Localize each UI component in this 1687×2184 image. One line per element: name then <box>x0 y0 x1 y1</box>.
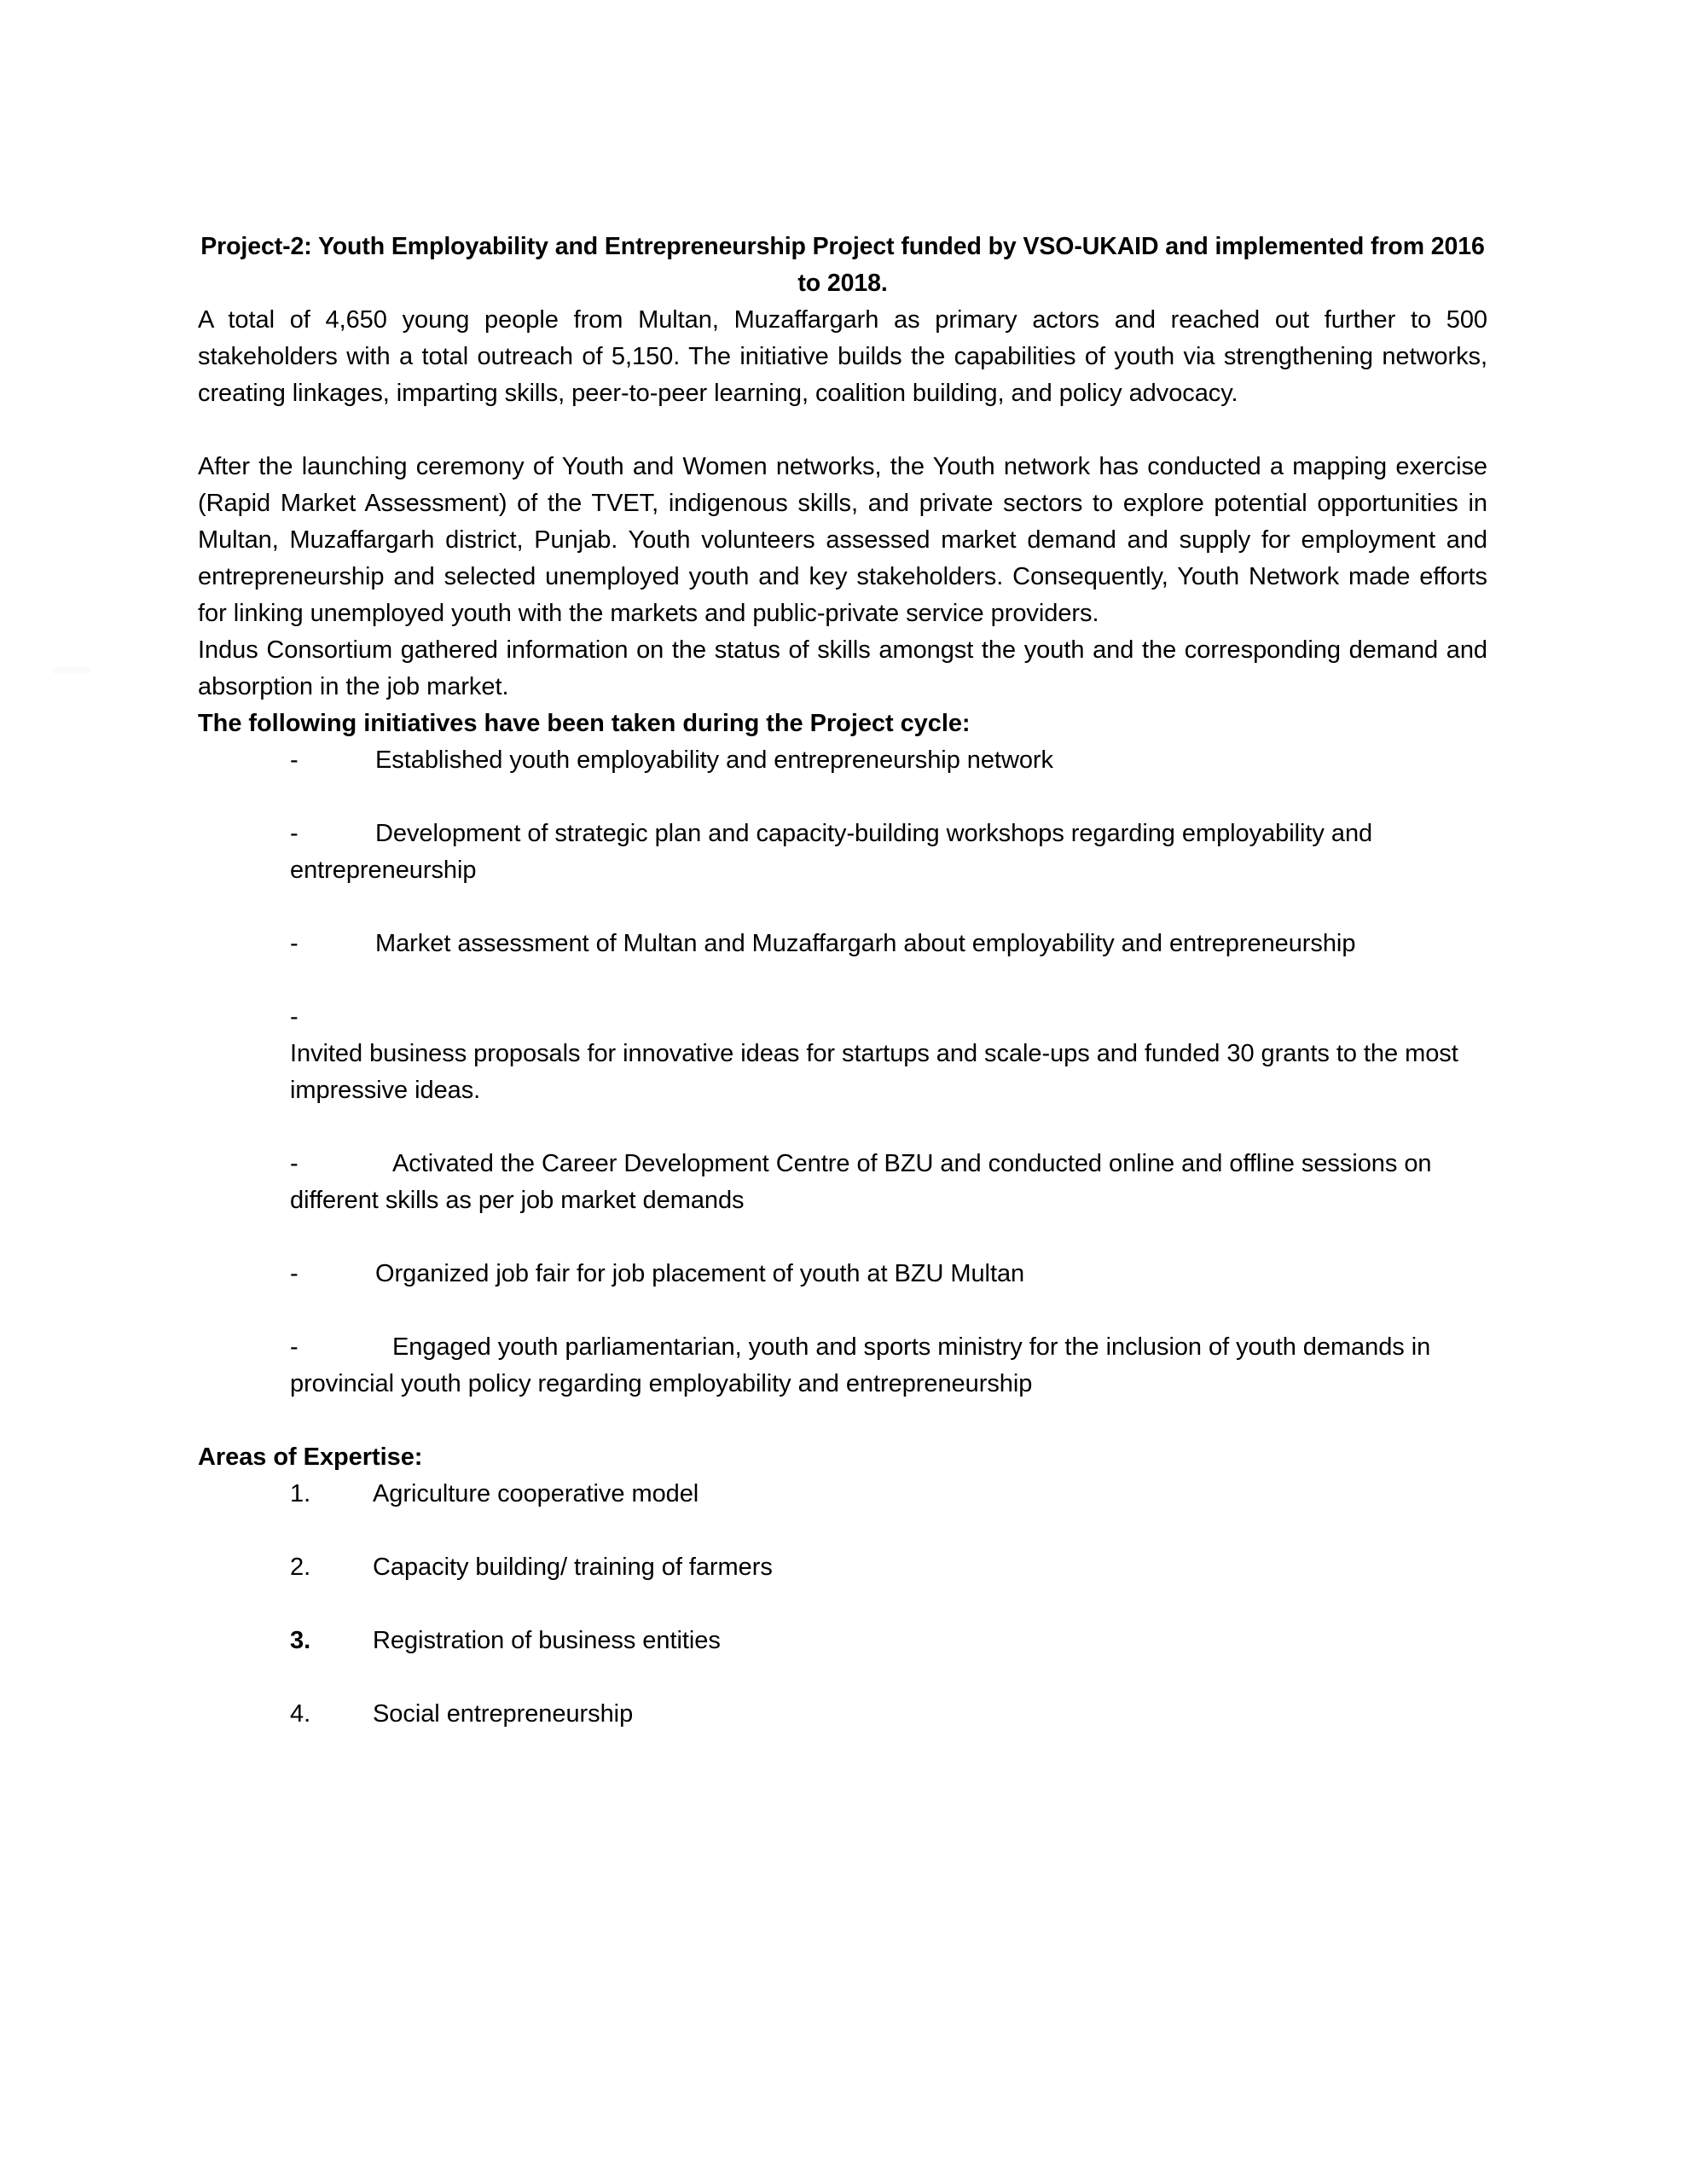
list-item-label: Development of strategic plan and capacity-building workshops regarding employability and entrepreneurship <box>290 820 1373 884</box>
list-item-label: Invited business proposals for innovative ideas for startups and scale-ups and funded 30 grants to the most impressive ideas. <box>290 1040 1458 1104</box>
list-item-label: Activated the Career Development Centre of BZU and conducted online and offline sessions on different skills as per job market demands <box>290 1150 1432 1214</box>
list-item-label: Organized job fair for job placement of youth at BZU Multan <box>375 1260 1025 1287</box>
list-item-label: Engaged youth parliamentarian, youth and sports ministry for the inclusion of youth demands in provincial youth policy regarding employability and entrepreneurship <box>290 1333 1431 1397</box>
list-item: - Market assessment of Multan and Muzaffargarh about employability and entrepreneurship <box>198 926 1487 962</box>
list-item-label: Social entrepreneurship <box>373 1700 634 1728</box>
list-item-marker: - <box>290 1003 299 1031</box>
list-item: - Organized job fair for job placement of youth at BZU Multan <box>198 1256 1487 1292</box>
paragraph-mapping: After the launching ceremony of Youth and Women networks, the Youth network has conducted a mapping exercise (Rapid Market Assessment) of the TVET, indigenous skills, and private sectors to explore potential opportunities in Multan, Muzaffargarh district, Punjab. Youth volunteers assessed market demand and supply for employment and entrepreneurship and selected unemployed youth and key stakeholders. Consequently, Youth Network made efforts for linking unemployed youth with the markets and public-private service providers. <box>198 453 1487 627</box>
initiatives-heading: The following initiatives have been taken during the Project cycle: <box>198 710 971 737</box>
paragraph-indus: Indus Consortium gathered information on the status of skills amongst the youth and the corresponding demand and absorption in the job market. <box>198 636 1487 700</box>
list-item: - Engaged youth parliamentarian, youth and sports ministry for the inclusion of youth demands in provincial youth policy regarding employability and entrepreneurship <box>198 1329 1487 1403</box>
initiatives-list <box>198 742 1487 1403</box>
list-item-label: Agriculture cooperative model <box>373 1480 699 1507</box>
list-item: 1. Agriculture cooperative model <box>198 1476 1487 1513</box>
list-item: 2. Capacity building/ training of farmers <box>198 1549 1487 1586</box>
list-item <box>198 999 1487 1109</box>
list-item-label: Capacity building/ training of farmers <box>373 1554 773 1581</box>
paragraph-spacer-1 <box>198 412 1487 449</box>
list-item-label: Registration of business entities <box>373 1627 721 1654</box>
list-item: - Development of strategic plan and capacity-building workshops regarding employability and entrepreneurship <box>198 816 1487 889</box>
list-item-label: Established youth employability and entrepreneurship network <box>375 746 1053 774</box>
list-item-label: Market assessment of Multan and Muzaffargarh about employability and entrepreneurship <box>375 930 1356 957</box>
expertise-list <box>198 1476 1487 1733</box>
page-title <box>198 229 1487 302</box>
paragraph-spacer-2 <box>198 1403 1487 1439</box>
list-item: - Established youth employability and entrepreneurship network <box>198 742 1487 779</box>
document-body <box>198 229 1487 1733</box>
page-title-line-1: Project-2: Youth Employability and Entrepreneurship Project funded by VSO-UKAID and implemented <box>200 233 1365 260</box>
page-artifact-mark <box>53 667 90 674</box>
list-item: 4. Social entrepreneurship <box>198 1696 1487 1733</box>
page-title-line-2: from 2016 to 2018. <box>797 233 1485 297</box>
list-item: 3. Registration of business entities <box>198 1623 1487 1659</box>
paragraph-intro: A total of 4,650 young people from Multan, Muzaffargarh as primary actors and reached out further to 500 stakeholders with a total outreach of 5,150. The initiative builds the capabilities of youth via strengthening networks, creating linkages, imparting skills, peer-to-peer learning, coalition building, and policy advocacy. <box>198 306 1487 407</box>
list-item: - Activated the Career Development Centre of BZU and conducted online and offline sessions on different skills as per job market demands <box>198 1146 1487 1219</box>
expertise-heading: Areas of Expertise: <box>198 1443 423 1471</box>
